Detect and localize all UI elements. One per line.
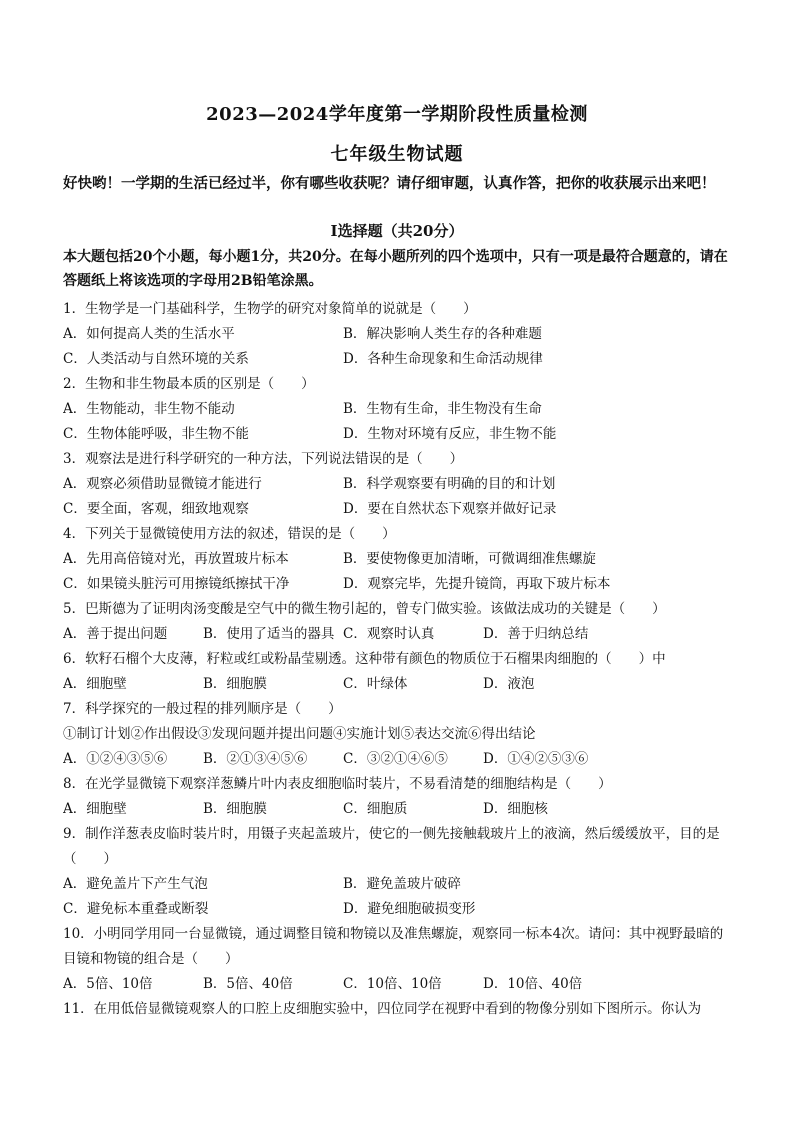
option: D．善于归纳总结 <box>483 626 589 642</box>
option-row <box>63 497 733 522</box>
question-stem: 1．生物学是一门基础科学，生物学的研究对象简单的说就是（ ） <box>63 301 477 317</box>
question-stem: 5．巴斯德为了证明肉汤变酸是空气中的微生物引起的，曾专门做实验。该做法成功的关键是（ ） <box>63 601 666 617</box>
option-row <box>63 322 733 347</box>
option: B．避免盖玻片破碎 <box>343 876 461 892</box>
option: A．细胞壁 <box>63 801 127 817</box>
option: B．生物有生命，非生物没有生命 <box>343 401 542 417</box>
option-row <box>63 672 733 697</box>
option: C．要全面，客观，细致地观察 <box>63 501 249 517</box>
option: C．叶绿体 <box>343 676 408 692</box>
option: B．②①③④⑤⑥ <box>203 751 308 767</box>
option-row <box>63 547 733 572</box>
option-row <box>63 572 733 597</box>
option: C．生物体能呼吸，非生物不能 <box>63 426 249 442</box>
option: D．细胞核 <box>483 801 548 817</box>
question-stem: 11．在用低倍显微镜观察人的口腔上皮细胞实验中，四位同学在视野中看到的物像分别如下图所示。你认为 <box>63 1001 702 1017</box>
option-row <box>63 397 733 422</box>
option: D．要在自然状态下观察并做好记录 <box>343 501 557 517</box>
question-stem: 6．软籽石榴个大皮薄，籽粒或红或粉晶莹剔透。这种带有颜色的物质位于石榴果肉细胞的（ ）中 <box>63 651 666 667</box>
option: A．先用高倍镜对光，再放置玻片标本 <box>63 551 289 567</box>
question-stem: 10．小明同学用同一台显微镜，通过调整目镜和物镜以及准焦螺旋，观察同一标本4次。请问：其中视野最暗的目镜和物镜的组合是（ ） <box>63 926 724 967</box>
option: C．人类活动与自然环境的关系 <box>63 351 249 367</box>
option: B．要使物像更加清晰，可微调细准焦螺旋 <box>343 551 596 567</box>
option: C．10倍、10倍 <box>343 976 442 992</box>
exam-subtitle: 七年级生物试题 <box>330 144 464 165</box>
option: D．①④②⑤③⑥ <box>483 751 589 767</box>
option-row <box>63 622 733 647</box>
intro-text: 好快哟！一学期的生活已经过半，你有哪些收获呢？请仔细审题，认真作答，把你的收获展示出来吧！ <box>63 175 716 192</box>
option: A．①②④③⑤⑥ <box>63 751 168 767</box>
option: C．③②①④⑥⑤ <box>343 751 448 767</box>
option: D．观察完毕，先提升镜筒，再取下玻片标本 <box>343 576 611 592</box>
option: B．5倍、40倍 <box>203 976 293 992</box>
option-row <box>63 472 733 497</box>
option: B．科学观察要有明确的目的和计划 <box>343 476 556 492</box>
option: A．如何提高人类的生活水平 <box>63 326 235 342</box>
option-row <box>63 422 733 447</box>
option-row <box>63 347 733 372</box>
exam-title: 2023—2024学年度第一学期阶段性质量检测 <box>206 104 588 125</box>
question-list <box>63 297 733 1022</box>
option: A．善于提出问题 <box>63 626 168 642</box>
question-stem: 8．在光学显微镜下观察洋葱鳞片叶内表皮细胞临时装片，不易看清楚的细胞结构是（ ） <box>63 776 612 792</box>
option: B．使用了适当的器具 <box>203 626 335 642</box>
option: A．观察必须借助显微镜才能进行 <box>63 476 262 492</box>
question-note: ①制订计划②作出假设③发现问题并提出问题④实施计划⑤表达交流⑥得出结论 <box>63 726 536 742</box>
option: A．5倍、10倍 <box>63 976 153 992</box>
option: A．生物能动，非生物不能动 <box>63 401 235 417</box>
question-stem: 3．观察法是进行科学研究的一种方法，下列说法错误的是（ ） <box>63 451 464 467</box>
question-stem: 4．下列关于显微镜使用方法的叙述，错误的是（ ） <box>63 526 396 542</box>
option: A．避免盖片下产生气泡 <box>63 876 208 892</box>
option: D．生物对环境有反应，非生物不能 <box>343 426 557 442</box>
option: B．解决影响人类生存的各种难题 <box>343 326 542 342</box>
option-row <box>63 897 733 922</box>
option: D．液泡 <box>483 676 535 692</box>
option: C．观察时认真 <box>343 626 435 642</box>
option: C．细胞质 <box>343 801 408 817</box>
option-row <box>63 797 733 822</box>
option-row <box>63 747 733 772</box>
option: D．10倍、40倍 <box>483 976 583 992</box>
option: C．如果镜头脏污可用擦镜纸擦拭干净 <box>63 576 290 592</box>
option: A．细胞壁 <box>63 676 127 692</box>
option: D．各种生命现象和生命活动规律 <box>343 351 543 367</box>
section-title: Ⅰ选择题（共20分） <box>330 222 464 240</box>
question-stem: 9．制作洋葱表皮临时装片时，用镊子夹起盖玻片，使它的一侧先接触载玻片上的液滴，然后缓缓放平，目的是（ ） <box>63 826 720 867</box>
section-instructions: 本大题包括20个小题，每小题1分，共20分。在每小题所列的四个选项中，只有一项是最符合题意的，请在答题纸上将该选项的字母用2B铅笔涂黑。 <box>63 249 728 289</box>
question-stem: 2．生物和非生物最本质的区别是（ ） <box>63 376 315 392</box>
option: D．避免细胞破损变形 <box>343 901 476 917</box>
option: B．细胞膜 <box>203 676 267 692</box>
option-row <box>63 972 733 997</box>
option-row <box>63 872 733 897</box>
option: B．细胞膜 <box>203 801 267 817</box>
question-stem: 7．科学探究的一般过程的排列顺序是（ ） <box>63 701 342 717</box>
option: C．避免标本重叠或断裂 <box>63 901 209 917</box>
